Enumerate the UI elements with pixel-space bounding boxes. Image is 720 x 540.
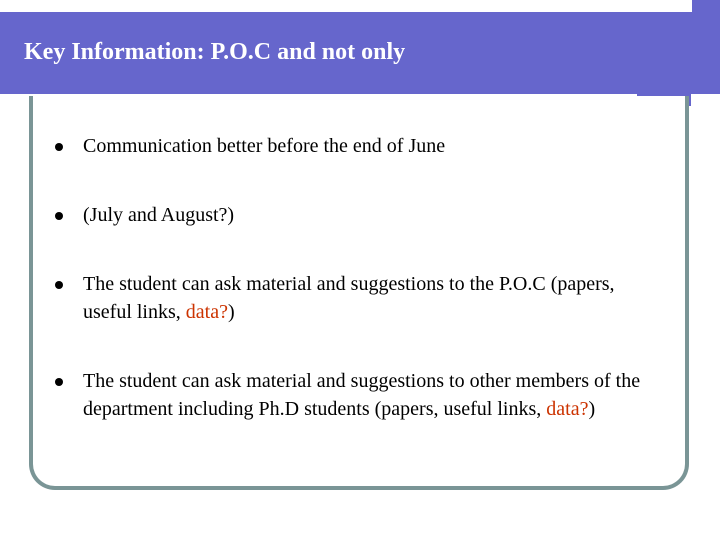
bullet-dot-icon (55, 212, 63, 220)
slide-title: Key Information: P.O.C and not only (24, 39, 406, 65)
bullet-text-main: The student can ask material and suggestions to other members of the department including Ph.D students (papers, useful links, (83, 370, 641, 420)
bullet-text-main: The student can ask material and suggestions to the P.O.C (papers, useful links, (83, 273, 615, 323)
highlighted-text: data? (546, 398, 589, 420)
bullet-text-end: ) (227, 301, 235, 323)
bullet-text-end: ) (588, 398, 596, 420)
bullet-dot-icon (55, 143, 63, 151)
highlighted-text: data? (185, 301, 228, 323)
bullet-dot-icon (55, 281, 63, 289)
bullet-dot-icon (55, 378, 63, 386)
bullet-text: Communication better before the end of June (83, 135, 446, 157)
bullet-text: (July and August?) (83, 204, 235, 226)
bullet-text (83, 367, 643, 423)
title-band-notch (692, 0, 720, 12)
bullet-text (83, 270, 643, 326)
